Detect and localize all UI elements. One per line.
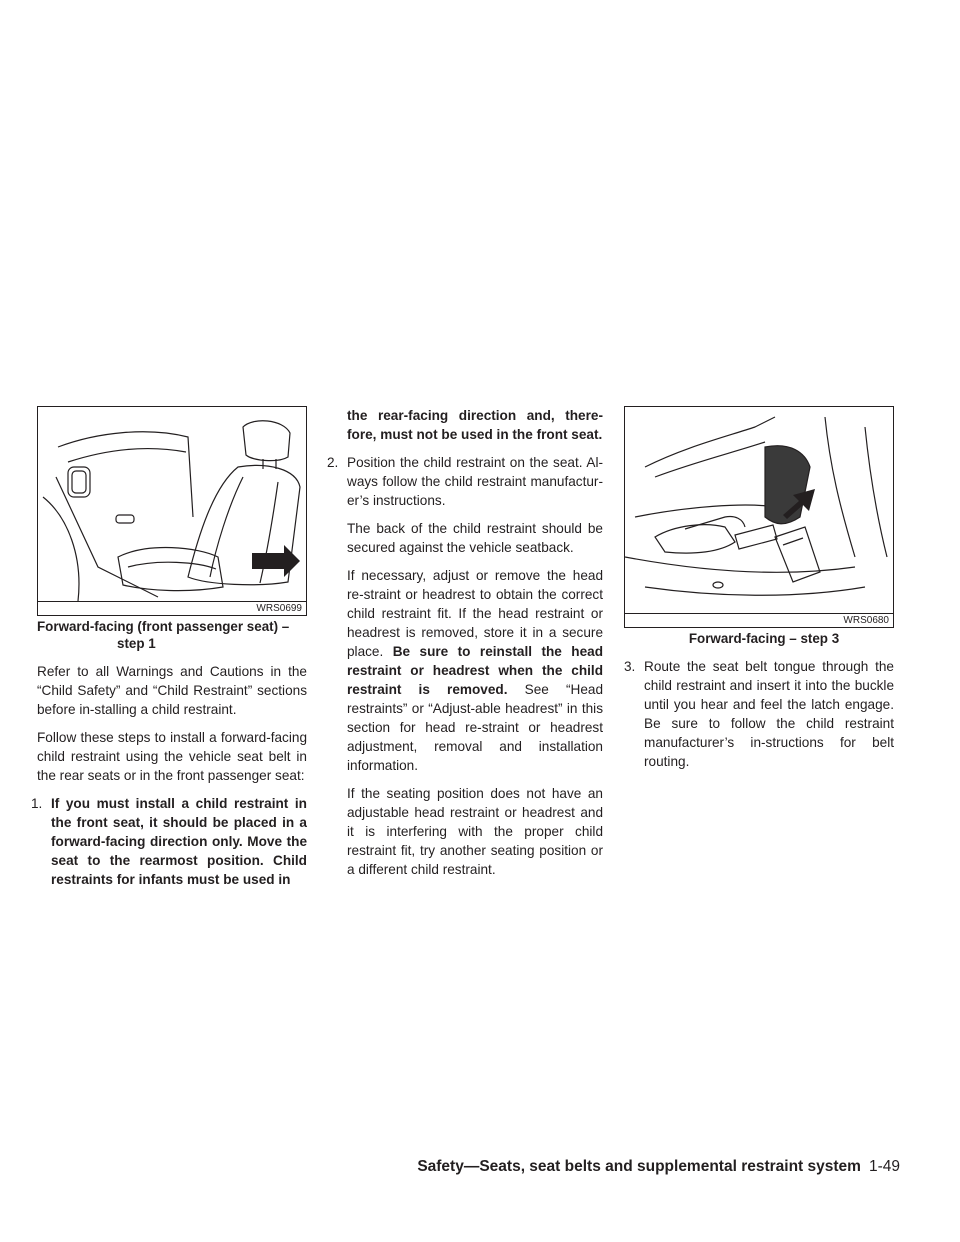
step-number: 1. [31, 796, 43, 811]
step-2-text: Position the child restraint on the seat. Al-ways follow the child restraint manufactur-er’s instructions. [347, 455, 603, 508]
figure-buckle-illustration [624, 406, 894, 628]
step-2-p3-bold: Be sure to reinstall the head restraint or headrest when the child restraint is removed. [347, 644, 604, 697]
step-3-text: Route the seat belt tongue through the child restraint and insert it into the buckle until you hear and feel the latch engage. Be sure to follow the child restraint manufacturer’s in-structions for belt routing. [644, 659, 894, 769]
step-1 [31, 794, 307, 889]
step-number: 3. [624, 659, 636, 674]
step-2 [327, 453, 603, 510]
section-title: Safety—Seats, seat belts and supplemental restraint system [417, 1158, 861, 1175]
caption-line-1: Forward-facing (front passenger seat) – [37, 619, 290, 634]
step-2-p3-text: If necessary, adjust or remove the head re-straint or headrest to obtain the correct child restraint fit. If the head restraint or headrest is removed, store it in a secure place. [347, 568, 603, 659]
column-1 [31, 406, 307, 898]
step-1-bold-text: If you must install a child restraint in the front seat, it should be placed in a forward-facing direction only. Move the seat to the rearmost position. Child restraints for infants must be used in [51, 796, 307, 887]
paragraph-warnings: Refer to all Warnings and Cautions in the “Child Safety” and “Child Restraint” sections before in-stalling a child restraint. [37, 664, 307, 717]
paragraph-intro: Follow these steps to install a forward-facing child restraint using the vehicle seat belt in the rear seats or in the front passenger seat: [37, 730, 307, 783]
step-2-paragraph-4: If the seating position does not have an adjustable head restraint or headrest and it is interfering with the proper child restraint fit, try another seating position or a different child restraint. [347, 786, 603, 877]
step-number: 2. [327, 455, 339, 470]
figure-code: WRS0680 [625, 613, 893, 627]
caption-line-2: step 1 [117, 636, 156, 651]
step-2-paragraph-2: The back of the child restraint should be secured against the vehicle seatback. [347, 521, 603, 555]
seat-illustration [38, 407, 306, 601]
figure-front-seat-illustration [37, 406, 307, 616]
step-1-cont-bold: the rear-facing direction and, there-fore, must not be used in the front seat. [347, 408, 603, 442]
buckle-illustration [625, 407, 893, 613]
step-2-p3-tail: See “Head restraints” or “Adjust-able headrest” in this section for head re-straint or headrest adjustment, removal and installation information. [347, 682, 604, 773]
step-3 [624, 657, 894, 771]
figure-code: WRS0699 [38, 601, 306, 615]
step-1-continued [327, 406, 603, 444]
page-footer [0, 1158, 900, 1176]
figure-caption: Forward-facing – step 3 [688, 631, 840, 646]
step-2-paragraph-3 [327, 566, 603, 775]
figure-caption [37, 618, 307, 652]
column-3 [624, 406, 894, 780]
page-number: 1-49 [868, 1158, 900, 1175]
column-2 [327, 406, 603, 888]
